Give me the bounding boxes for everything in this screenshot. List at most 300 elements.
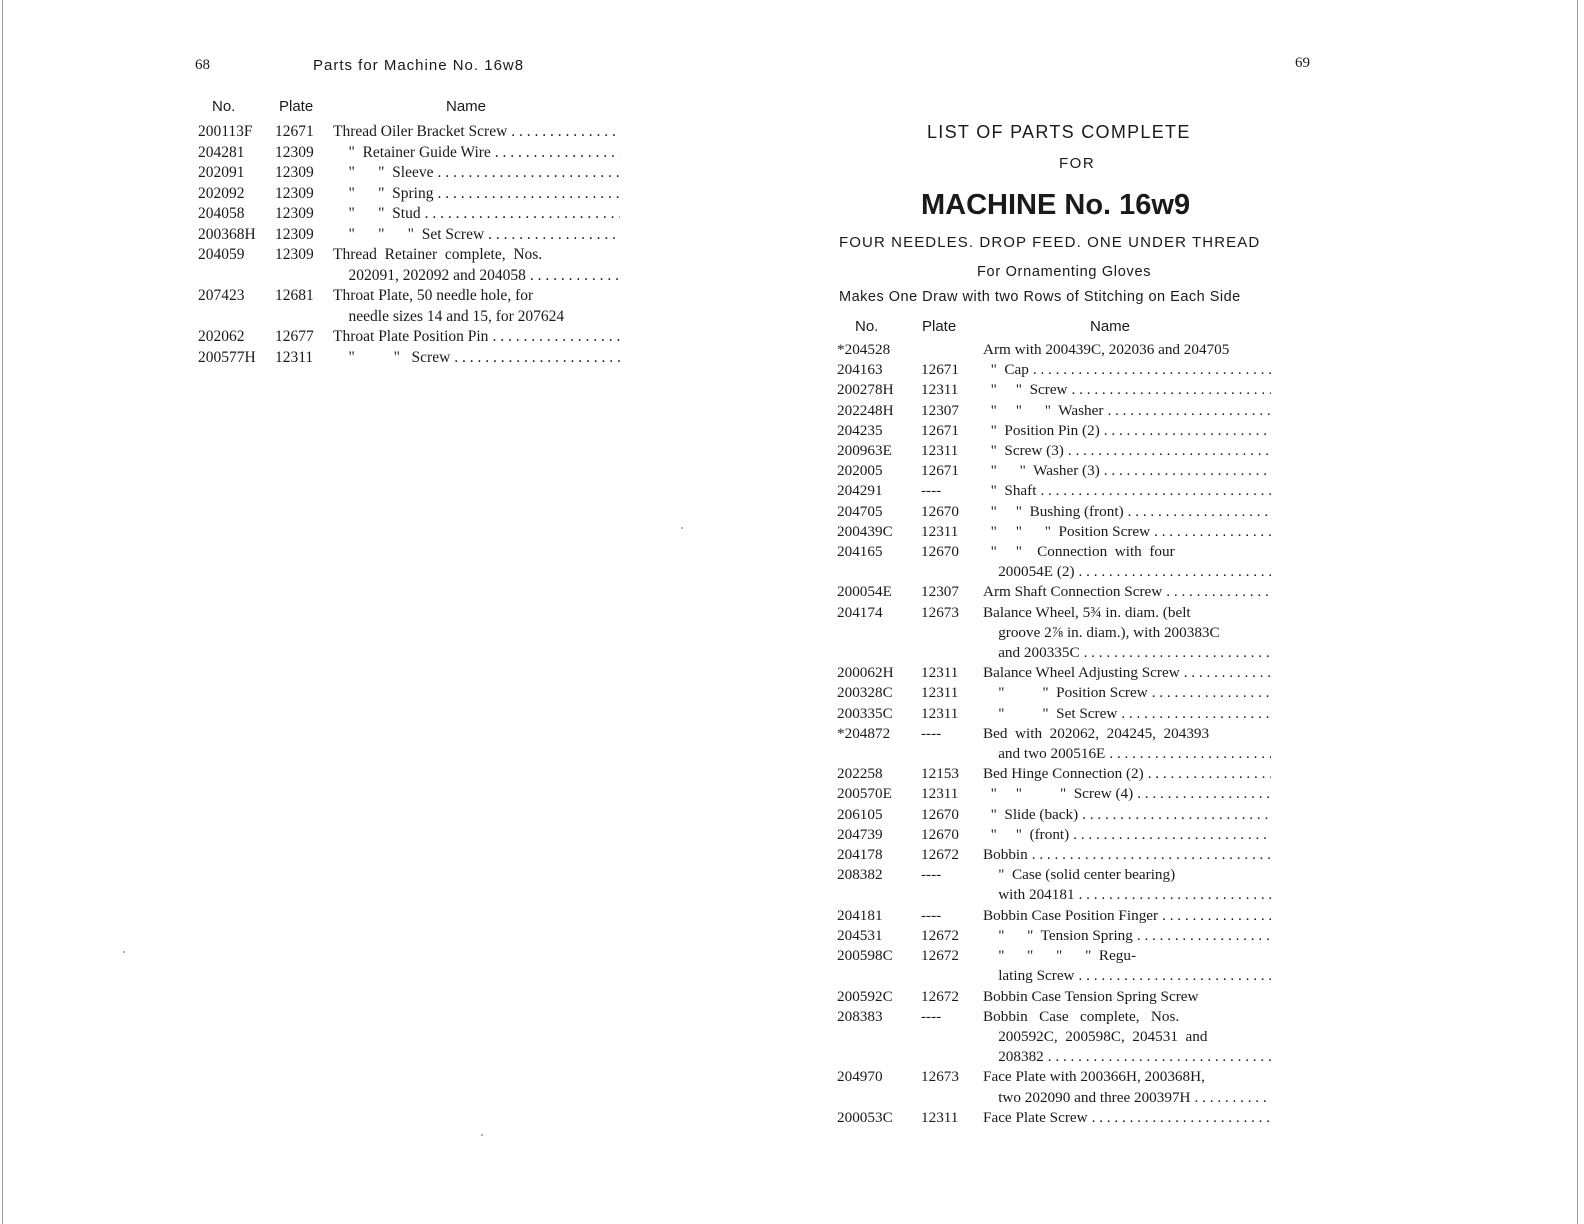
part-number: 204531	[837, 926, 883, 944]
part-number: 207423	[198, 287, 245, 304]
part-name-text: 200054E (2)	[983, 563, 1075, 581]
part-number: 200053C	[837, 1108, 893, 1126]
part-name-line	[333, 225, 620, 246]
part-name	[983, 704, 1271, 724]
part-name-text: Arm with 200439C, 202036 and 204705	[983, 341, 1230, 358]
part-row	[198, 225, 620, 246]
part-name-text: " " Sleeve	[333, 164, 434, 181]
plate-number: 12311	[921, 442, 959, 460]
part-name-line	[983, 1007, 1271, 1027]
part-name-text: 202091, 202092 and 204058	[333, 266, 526, 284]
part-name-line	[983, 987, 1271, 1007]
dot-leader	[488, 225, 620, 246]
part-row	[837, 805, 1271, 825]
part-name	[983, 845, 1271, 865]
part-number: 208382	[837, 866, 883, 884]
part-name-line	[983, 502, 1271, 522]
part-name-text: Bed with 202062, 204245, 204393	[983, 724, 1210, 742]
part-name	[983, 380, 1271, 400]
page-edge-left	[2, 0, 3, 1224]
dot-leader	[454, 348, 620, 369]
dot-leader	[437, 163, 620, 184]
part-name-text: " " Screw	[333, 348, 451, 366]
part-name-line	[983, 380, 1271, 400]
part-name	[333, 286, 620, 327]
part-number: 200963E	[837, 442, 892, 460]
part-row	[837, 926, 1271, 946]
dot-leader	[511, 122, 620, 143]
part-row	[198, 286, 620, 327]
part-name-text: Bobbin Case Position Finger	[983, 906, 1159, 924]
part-number: 200328C	[837, 684, 893, 702]
part-name-line	[983, 441, 1271, 461]
part-name-line	[983, 461, 1271, 481]
part-row	[837, 865, 1271, 905]
part-name	[983, 663, 1271, 683]
plate-number: 12672	[921, 987, 959, 1005]
left-header-name: Name	[446, 98, 487, 115]
part-number: 200368H	[198, 225, 256, 243]
page-edge-right	[1577, 0, 1578, 1224]
plate-number: 12670	[921, 502, 959, 520]
part-name-line	[983, 481, 1271, 501]
part-name	[983, 421, 1271, 441]
part-name-line	[983, 906, 1271, 926]
part-number: 204059	[198, 246, 245, 263]
part-name-line	[333, 204, 620, 225]
plate-number: 12309	[275, 225, 314, 243]
part-name-text: two 202090 and three 200397H	[983, 1088, 1191, 1106]
dot-leader	[1073, 825, 1271, 845]
part-name-line	[983, 724, 1271, 744]
dot-leader	[1033, 360, 1271, 380]
part-name-text: " Position Pin (2)	[983, 421, 1100, 439]
part-name-text: " " Set Screw	[983, 704, 1118, 722]
plate-number	[921, 340, 983, 360]
plate-number: 12307	[921, 583, 959, 601]
dot-leader	[1154, 522, 1271, 542]
part-name	[983, 724, 1271, 764]
part-row	[837, 481, 1271, 501]
subtitle-stitching: Makes One Draw with two Rows of Stitching on Each Side	[839, 289, 1241, 305]
left-header-no: No.	[212, 98, 236, 115]
part-name	[983, 825, 1271, 845]
part-row	[837, 683, 1271, 703]
part-row	[837, 421, 1271, 441]
plate-number: 12309	[275, 164, 314, 181]
dot-leader	[1152, 683, 1271, 703]
part-name	[983, 340, 1271, 360]
part-row	[837, 784, 1271, 804]
part-name-text: Balance Wheel, 5¾ in. diam. (belt	[983, 603, 1191, 621]
plate-number: 12670	[921, 805, 959, 823]
dot-leader	[1195, 1088, 1271, 1108]
part-name-text: Bobbin Case Tension Spring Screw	[983, 987, 1199, 1005]
part-name-text: Throat Plate, 50 needle hole, for	[333, 287, 534, 304]
part-row	[837, 987, 1271, 1007]
part-row	[198, 143, 620, 164]
plate-number: ----	[921, 1007, 942, 1025]
dot-leader	[1079, 562, 1271, 582]
part-name-text: 208382	[983, 1048, 1044, 1066]
part-number: *204872	[837, 724, 891, 742]
plate-number: 12677	[275, 328, 314, 345]
part-name	[983, 926, 1271, 946]
part-name	[983, 683, 1271, 703]
scan-speck	[123, 951, 125, 953]
plate-number: 12311	[921, 664, 959, 682]
dot-leader	[425, 204, 620, 225]
right-header-no: No.	[855, 318, 879, 335]
dot-leader	[1104, 461, 1271, 481]
part-name-line	[983, 663, 1271, 683]
part-number: 204174	[837, 603, 883, 621]
dot-leader	[1079, 966, 1271, 986]
part-name-line	[983, 603, 1271, 623]
part-name	[983, 542, 1271, 582]
part-name-text: and 200335C	[983, 644, 1080, 662]
part-number: 200570E	[837, 785, 892, 803]
part-name-line	[983, 643, 1271, 663]
part-name-text: " " (front)	[983, 825, 1070, 843]
part-row	[198, 184, 620, 205]
part-name-line	[983, 946, 1271, 966]
left-page-title: Parts for Machine No. 16w8	[313, 57, 525, 74]
part-name-line	[333, 143, 620, 164]
part-name-line	[983, 764, 1271, 784]
part-number: 204178	[837, 846, 883, 864]
part-number: 206105	[837, 805, 883, 823]
dot-leader	[1032, 845, 1271, 865]
right-header-plate: Plate	[922, 318, 957, 335]
part-name-line	[333, 348, 620, 369]
part-name-text: Thread Oiler Bracket Screw	[333, 123, 508, 140]
part-name-text: " " " Position Screw	[983, 522, 1151, 540]
part-name-text: Thread Retainer complete, Nos.	[333, 246, 543, 263]
plate-number: 12311	[921, 684, 959, 702]
plate-number: 12311	[921, 381, 959, 399]
part-name-text: " " " Screw (4)	[983, 785, 1134, 803]
part-name-line	[333, 245, 620, 266]
part-number: 204165	[837, 543, 883, 561]
part-name	[983, 1108, 1271, 1128]
part-name-text: " Cap	[983, 361, 1029, 379]
part-row	[837, 360, 1271, 380]
part-row	[837, 825, 1271, 845]
part-name-line	[983, 401, 1271, 421]
right-header-name: Name	[1090, 318, 1131, 335]
part-name-text: " Retainer Guide Wire	[333, 143, 491, 161]
part-name-text: " " Washer (3)	[983, 462, 1100, 480]
part-name-line	[983, 865, 1271, 885]
part-name-line	[333, 307, 620, 328]
part-name	[983, 946, 1271, 986]
part-name	[333, 184, 620, 205]
part-name	[333, 204, 620, 225]
part-number: 204235	[837, 421, 883, 439]
part-number: 200062H	[837, 664, 894, 682]
dot-leader	[1166, 582, 1271, 602]
part-number: 204291	[837, 482, 883, 500]
dot-leader	[530, 266, 620, 287]
plate-number: ----	[921, 866, 942, 884]
plate-number: 12309	[275, 143, 314, 161]
part-name-text: Arm Shaft Connection Screw	[983, 583, 1163, 601]
plate-number: 12307	[921, 401, 959, 419]
part-number: 202062	[198, 328, 245, 345]
part-row	[837, 380, 1271, 400]
part-name-line	[333, 327, 620, 348]
part-name-line	[333, 184, 620, 205]
part-number: *204528	[837, 341, 891, 358]
part-name-text: " Shaft	[983, 482, 1037, 500]
plate-number: 12671	[275, 123, 314, 140]
plate-number: 12673	[921, 1068, 959, 1086]
dot-leader	[1079, 885, 1271, 905]
part-row	[198, 327, 620, 348]
plate-number: 12671	[921, 462, 959, 480]
part-number: 204058	[198, 205, 245, 222]
plate-number: 12309	[275, 205, 314, 222]
left-header-plate: Plate	[279, 98, 314, 115]
part-name-text: " " Stud	[333, 205, 421, 222]
part-row	[837, 1007, 1271, 1068]
part-number: 202258	[837, 765, 883, 783]
part-row	[198, 348, 620, 369]
plate-number: 12309	[275, 184, 314, 202]
part-name	[333, 348, 620, 369]
dot-leader	[1109, 744, 1271, 764]
part-row	[837, 1108, 1271, 1128]
plate-number: 12311	[921, 704, 959, 722]
part-number: 200592C	[837, 987, 893, 1005]
part-name-line	[333, 286, 620, 307]
part-name-line	[983, 582, 1271, 602]
part-name-text: lating Screw	[983, 967, 1075, 985]
part-row	[837, 340, 1271, 360]
part-name	[983, 441, 1271, 461]
part-name-line	[983, 421, 1271, 441]
part-name-line	[983, 623, 1271, 643]
part-row	[837, 461, 1271, 481]
part-number: 204739	[837, 825, 883, 843]
part-name	[983, 1067, 1271, 1107]
part-name	[333, 143, 620, 164]
part-name	[983, 805, 1271, 825]
plate-number: ----	[921, 724, 942, 742]
part-row	[837, 401, 1271, 421]
plate-number: 12153	[921, 765, 959, 783]
part-row	[837, 1067, 1271, 1107]
scan-speck	[481, 1134, 483, 1136]
dot-leader	[1068, 441, 1271, 461]
right-parts-table	[837, 340, 1271, 1128]
part-row	[837, 502, 1271, 522]
part-row	[837, 522, 1271, 542]
dot-leader	[1107, 401, 1271, 421]
dot-leader	[1092, 1108, 1271, 1128]
part-name-line	[333, 122, 620, 143]
plate-number: 12681	[275, 287, 314, 304]
part-name-line	[983, 885, 1271, 905]
part-name-text: groove 2⅞ in. diam.), with 200383C	[983, 623, 1220, 641]
part-row	[837, 603, 1271, 664]
plate-number: 12671	[921, 421, 959, 439]
dot-leader	[495, 143, 620, 164]
left-page-number: 68	[195, 57, 210, 73]
part-row	[198, 204, 620, 225]
part-row	[198, 163, 620, 184]
part-name-text: Bobbin Case complete, Nos.	[983, 1007, 1180, 1025]
list-heading: LIST OF PARTS COMPLETE	[927, 122, 1191, 142]
part-name-line	[983, 683, 1271, 703]
part-name-line	[983, 1108, 1271, 1128]
part-row	[198, 122, 620, 143]
plate-number: 12672	[921, 947, 959, 965]
part-name-text: " " Tension Spring	[983, 926, 1133, 944]
part-number: 204970	[837, 1068, 883, 1086]
part-number: 200054E	[837, 583, 892, 601]
part-name-text: Balance Wheel Adjusting Screw	[983, 664, 1180, 682]
part-number: 200335C	[837, 704, 893, 722]
part-name-text: " Slide (back)	[983, 805, 1079, 823]
part-name-line	[983, 340, 1271, 360]
part-name	[983, 481, 1271, 501]
part-name-line	[983, 845, 1271, 865]
machine-title: MACHINE No. 16w9	[921, 189, 1191, 221]
dot-leader	[438, 184, 621, 205]
dot-leader	[1162, 906, 1271, 926]
part-name-line	[983, 704, 1271, 724]
part-name-line	[983, 825, 1271, 845]
part-name-line	[983, 522, 1271, 542]
part-name-text: Face Plate with 200366H, 200368H,	[983, 1068, 1205, 1086]
part-name	[983, 764, 1271, 784]
part-name	[983, 865, 1271, 905]
part-number: 200113F	[198, 123, 253, 140]
part-name-text: and two 200516E	[983, 745, 1106, 763]
part-name-line	[983, 1067, 1271, 1087]
part-name	[333, 245, 620, 286]
part-name-text: " Screw (3)	[983, 442, 1064, 460]
part-name-line	[333, 163, 620, 184]
plate-number: 12311	[921, 1108, 959, 1126]
dot-leader	[1104, 421, 1271, 441]
part-name-text: " " Connection with four	[983, 543, 1175, 561]
part-name	[983, 582, 1271, 602]
dot-leader	[1121, 704, 1271, 724]
plate-number: 12311	[921, 522, 959, 540]
part-name-text: " " " Set Screw	[333, 225, 485, 243]
part-name	[333, 163, 620, 184]
part-number: 204281	[198, 143, 245, 161]
dot-leader	[1137, 926, 1271, 946]
part-name-text: Bobbin	[983, 846, 1028, 864]
dot-leader	[1082, 805, 1271, 825]
part-number: 200278H	[837, 381, 894, 399]
plate-number: ----	[921, 906, 942, 924]
dot-leader	[1048, 1047, 1271, 1067]
part-name-text: " " Position Screw	[983, 684, 1148, 702]
part-name-line	[983, 1047, 1271, 1067]
part-name	[983, 987, 1271, 1007]
plate-number: 12311	[275, 348, 314, 366]
part-name-line	[983, 966, 1271, 986]
part-name	[983, 502, 1271, 522]
left-parts-table	[198, 122, 620, 368]
part-name	[983, 603, 1271, 664]
part-name-line	[983, 926, 1271, 946]
for-label: FOR	[1059, 155, 1096, 172]
part-name-text: needle sizes 14 and 15, for 207624	[333, 307, 565, 325]
plate-number: 12311	[921, 785, 959, 803]
part-number: 204163	[837, 361, 883, 379]
part-name-line	[983, 542, 1271, 562]
part-name-text: 200592C, 200598C, 204531 and	[983, 1027, 1208, 1045]
part-name	[983, 1007, 1271, 1068]
part-name-text: Bed Hinge Connection (2)	[983, 765, 1144, 783]
dot-leader	[492, 327, 620, 348]
part-row	[837, 764, 1271, 784]
part-number: 208383	[837, 1007, 883, 1025]
part-number: 202091	[198, 164, 245, 181]
part-name-text: with 204181	[983, 886, 1075, 904]
part-row	[837, 441, 1271, 461]
part-name	[983, 906, 1271, 926]
dot-leader	[1084, 643, 1271, 663]
part-row	[837, 845, 1271, 865]
part-number: 202005	[837, 462, 883, 480]
dot-leader	[1137, 784, 1271, 804]
right-page-number: 69	[1295, 55, 1310, 71]
part-name-line	[983, 562, 1271, 582]
part-number: 200439C	[837, 522, 893, 540]
part-row	[837, 663, 1271, 683]
part-name	[983, 784, 1271, 804]
part-name-text: Face Plate Screw	[983, 1108, 1088, 1126]
dot-leader	[1040, 481, 1271, 501]
part-name	[983, 522, 1271, 542]
part-row	[837, 946, 1271, 986]
part-row	[198, 245, 620, 286]
scan-speck	[681, 527, 683, 529]
part-number: 204181	[837, 906, 883, 924]
dot-leader	[1148, 764, 1271, 784]
plate-number: 12670	[921, 543, 959, 561]
part-name-text: " " Screw	[983, 381, 1068, 399]
part-name	[333, 122, 620, 143]
subtitle-purpose: For Ornamenting Gloves	[977, 264, 1152, 280]
part-name-text: " " " " Regu-	[983, 947, 1137, 965]
part-name-line	[983, 1027, 1271, 1047]
subtitle-needles: FOUR NEEDLES. DROP FEED. ONE UNDER THREAD	[839, 234, 1261, 251]
part-name	[983, 461, 1271, 481]
part-name-text: " " Spring	[333, 184, 434, 202]
part-name-line	[983, 784, 1271, 804]
plate-number: 12671	[921, 361, 959, 379]
part-name-line	[983, 744, 1271, 764]
part-name-text: " " " Washer	[983, 401, 1104, 419]
part-name-line	[983, 805, 1271, 825]
part-number: 204705	[837, 502, 883, 520]
part-number: 200598C	[837, 947, 893, 965]
dot-leader	[1072, 380, 1271, 400]
part-name-text: " Case (solid center bearing)	[983, 866, 1176, 884]
part-name	[333, 225, 620, 246]
plate-number: 12673	[921, 603, 959, 621]
plate-number: 12670	[921, 825, 959, 843]
part-name-text: " " Bushing (front)	[983, 502, 1124, 520]
